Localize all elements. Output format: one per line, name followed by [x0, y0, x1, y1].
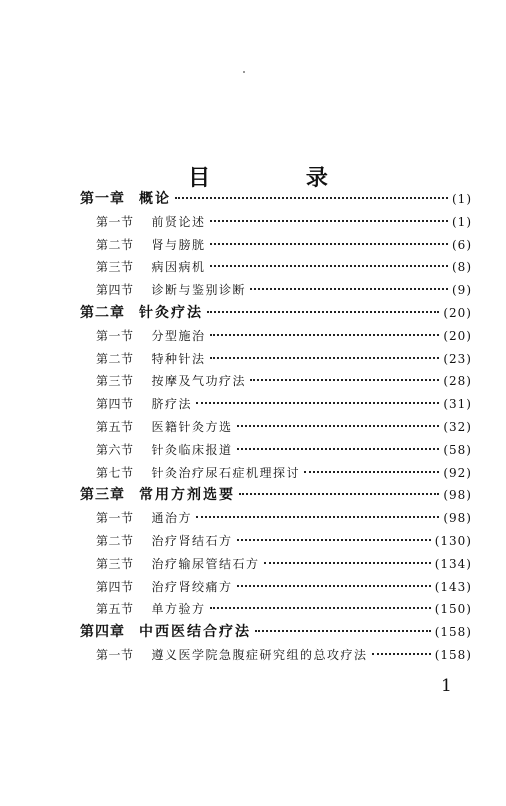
table-of-contents: [80, 188, 472, 667]
entry-number-label: 第一节: [96, 511, 134, 526]
toc-chapter-entry: [80, 302, 472, 325]
entry-number-label: 第一节: [96, 647, 134, 662]
entry-page-ref: (8): [452, 260, 472, 275]
toc-section-entry: [80, 393, 472, 416]
toc-section-entry: [80, 507, 472, 530]
toc-section-entry: [80, 553, 472, 576]
entry-page-ref: (158): [434, 625, 472, 640]
dot-leader: [207, 311, 439, 313]
entry-heading: 治疗肾绞痛方: [151, 579, 233, 594]
toc-section-entry: [80, 348, 472, 371]
entry-number-label: 第四节: [96, 579, 134, 594]
entry-heading: 治疗输尿管结石方: [151, 556, 260, 571]
entry-page-ref: (158): [434, 647, 472, 662]
entry-heading: 特种针法: [151, 351, 206, 366]
entry-heading: 按摩及气功疗法: [151, 374, 247, 389]
dot-leader: [210, 265, 448, 267]
toc-section-entry: [80, 598, 472, 621]
entry-heading: 针灸临床报道: [151, 442, 233, 457]
dot-leader: [237, 539, 431, 541]
entry-number-label: 第二节: [96, 351, 134, 366]
toc-section-entry: [80, 234, 472, 257]
dot-leader: [237, 425, 440, 427]
entry-page-ref: (130): [434, 533, 472, 548]
entry-heading: 诊断与鉴别诊断: [151, 283, 247, 298]
toc-chapter-entry: [80, 621, 472, 644]
toc-section-entry: [80, 325, 472, 348]
entry-number-label: 第三章: [80, 487, 125, 504]
entry-heading: 病因病机: [151, 260, 206, 275]
entry-number-label: 第五节: [96, 602, 134, 617]
toc-section-entry: [80, 416, 472, 439]
entry-number-label: 第三节: [96, 556, 134, 571]
dot-leader: [304, 471, 439, 473]
dot-leader: [255, 630, 431, 632]
dot-leader: [210, 220, 448, 222]
entry-heading: 概论: [139, 191, 171, 207]
toc-section-entry: [80, 370, 472, 393]
entry-number-label: 第五节: [96, 419, 134, 434]
entry-page-ref: (20): [443, 328, 472, 343]
entry-heading: 脐疗法: [151, 397, 193, 412]
entry-number-label: 第一节: [96, 214, 134, 229]
entry-page-ref: (23): [443, 351, 472, 366]
entry-heading: 针灸疗法: [139, 304, 203, 321]
toc-section-entry: [80, 439, 472, 462]
entry-heading: 治疗肾结石方: [151, 533, 233, 548]
entry-number-label: 第六节: [96, 442, 134, 457]
entry-page-ref: (143): [434, 579, 472, 594]
entry-heading: 遵义医学院急腹症研究组的总攻疗法: [151, 647, 368, 662]
entry-heading: 分型施治: [151, 328, 206, 343]
toc-section-entry: [80, 644, 472, 667]
entry-page-ref: (32): [443, 419, 472, 434]
dot-leader: [210, 334, 440, 336]
toc-section-entry: [80, 256, 472, 279]
toc-section-entry: [80, 576, 472, 599]
dot-leader: [196, 402, 439, 404]
dot-leader: [196, 516, 439, 518]
entry-number-label: 第四节: [96, 283, 134, 298]
dot-leader: [372, 653, 431, 655]
dot-leader: [210, 607, 431, 609]
dot-leader: [239, 493, 439, 495]
dot-leader: [264, 562, 431, 564]
scan-dot: [243, 71, 245, 73]
entry-page-ref: (98): [443, 511, 472, 526]
toc-chapter-entry: [80, 484, 472, 507]
toc-section-entry: [80, 211, 472, 234]
entry-number-label: 第四节: [96, 397, 134, 412]
entry-page-ref: (150): [434, 602, 472, 617]
entry-page-ref: (20): [443, 305, 472, 320]
entry-heading: 通治方: [151, 511, 193, 526]
entry-page-ref: (6): [452, 237, 472, 252]
toc-chapter-entry: [80, 188, 472, 211]
dot-leader: [237, 448, 440, 450]
toc-section-entry: [80, 530, 472, 553]
entry-number-label: 第二节: [96, 533, 134, 548]
dot-leader: [250, 379, 439, 381]
entry-number-label: 第四章: [80, 624, 125, 641]
entry-heading: 单方验方: [151, 602, 206, 617]
dot-leader: [210, 357, 440, 359]
page-number: 1: [441, 676, 452, 696]
entry-number-label: 第一章: [80, 191, 125, 207]
dot-leader: [175, 197, 448, 199]
entry-page-ref: (9): [452, 283, 472, 298]
toc-section-entry: [80, 279, 472, 302]
page-title: 目 录: [188, 164, 372, 191]
entry-heading: 前贤论述: [151, 214, 206, 229]
entry-number-label: 第七节: [96, 465, 134, 480]
entry-page-ref: (1): [452, 192, 472, 206]
entry-page-ref: (58): [443, 442, 472, 457]
entry-page-ref: (31): [443, 397, 472, 412]
entry-number-label: 第三节: [96, 374, 134, 389]
entry-number-label: 第二章: [80, 304, 125, 321]
entry-heading: 常用方剂选要: [139, 487, 235, 504]
entry-number-label: 第三节: [96, 260, 134, 275]
entry-number-label: 第一节: [96, 328, 134, 343]
entry-page-ref: (28): [443, 374, 472, 389]
entry-heading: 肾与膀胱: [151, 237, 206, 252]
entry-page-ref: (1): [452, 214, 472, 229]
entry-page-ref: (98): [443, 488, 472, 503]
entry-heading: 中西医结合疗法: [139, 624, 251, 641]
entry-heading: 针灸治疗尿石症机理探讨: [151, 465, 301, 480]
entry-page-ref: (92): [443, 465, 472, 480]
entry-heading: 医籍针灸方选: [151, 419, 233, 434]
dot-leader: [237, 585, 431, 587]
entry-page-ref: (134): [434, 556, 472, 571]
dot-leader: [250, 288, 448, 290]
toc-section-entry: [80, 462, 472, 485]
entry-number-label: 第二节: [96, 237, 134, 252]
dot-leader: [210, 243, 448, 245]
